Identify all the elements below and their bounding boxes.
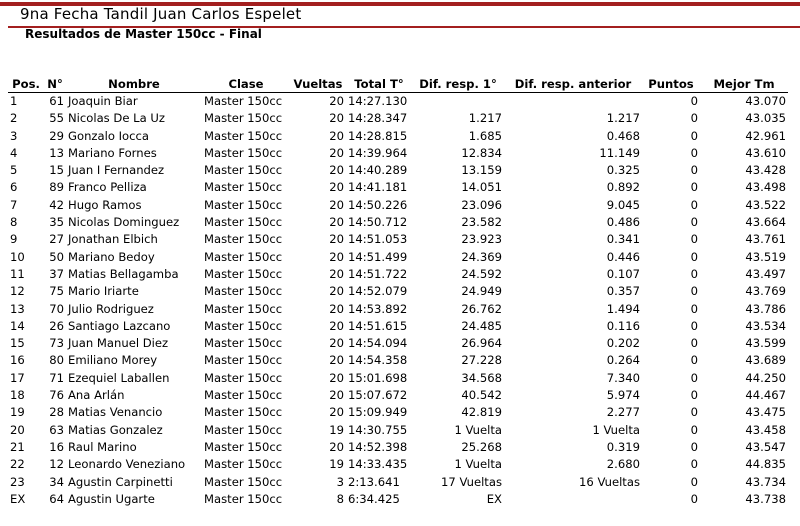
- cell-number: 13: [49, 145, 64, 160]
- cell-best-lap: 43.610: [745, 145, 786, 160]
- cell-laps: 20: [329, 94, 344, 108]
- cell-points: 0: [690, 111, 698, 126]
- cell-best-lap: 43.547: [745, 439, 786, 454]
- cell-pos: 15: [10, 336, 25, 351]
- cell-name: Nicolas Dominguez: [68, 215, 180, 230]
- cell-number: 61: [49, 94, 64, 108]
- cell-pos: 4: [10, 145, 18, 160]
- cell-points: 0: [690, 284, 698, 299]
- cell-number: 76: [49, 388, 64, 403]
- cell-class: Master 150cc: [204, 128, 283, 143]
- cell-gap-previous: 1 Vuelta: [592, 422, 640, 437]
- cell-points: 0: [690, 422, 698, 437]
- cell-class: Master 150cc: [204, 215, 283, 230]
- cell-gap-first: 26.964: [461, 336, 502, 351]
- cell-total-time: 15:09.949: [348, 405, 408, 420]
- cell-name: Agustin Carpinetti: [68, 474, 173, 489]
- cell-class: Master 150cc: [204, 266, 283, 281]
- cell-gap-first: 1 Vuelta: [454, 457, 502, 472]
- column-header-points: Puntos: [648, 77, 694, 91]
- cell-total-time: 15:01.698: [348, 370, 408, 385]
- cell-name: Mariano Fornes: [68, 145, 157, 160]
- cell-best-lap: 43.519: [745, 249, 786, 264]
- cell-class: Master 150cc: [204, 474, 283, 489]
- table-row: [8, 128, 788, 145]
- cell-points: 0: [690, 266, 698, 281]
- cell-number: 80: [49, 353, 64, 368]
- cell-points: 0: [690, 318, 698, 333]
- cell-gap-first: 14.051: [461, 180, 502, 195]
- cell-pos: 22: [10, 457, 25, 472]
- cell-gap-previous: 0.325: [606, 163, 640, 178]
- cell-laps: 20: [329, 318, 344, 333]
- cell-gap-first: 1.217: [468, 111, 502, 126]
- cell-class: Master 150cc: [204, 94, 283, 108]
- table-row: [8, 110, 788, 127]
- cell-laps: 19: [329, 422, 344, 437]
- cell-gap-previous: 7.340: [606, 370, 640, 385]
- cell-name: Hugo Ramos: [68, 197, 142, 212]
- cell-name: Mariano Bedoy: [68, 249, 155, 264]
- cell-pos: 17: [10, 370, 25, 385]
- cell-best-lap: 42.961: [745, 128, 786, 143]
- cell-total-time: 6:34.425: [348, 491, 400, 506]
- cell-gap-previous: 11.149: [599, 145, 640, 160]
- cell-gap-previous: 0.486: [606, 215, 640, 230]
- table-row: [8, 474, 788, 491]
- table-row: [8, 301, 788, 318]
- cell-number: 37: [49, 266, 64, 281]
- cell-name: Leonardo Veneziano: [68, 457, 186, 472]
- table-row: [8, 162, 788, 179]
- cell-class: Master 150cc: [204, 163, 283, 178]
- cell-name: Joaquin Biar: [68, 94, 138, 108]
- cell-best-lap: 43.534: [745, 318, 786, 333]
- cell-best-lap: 44.467: [745, 388, 786, 403]
- cell-gap-previous: 9.045: [606, 197, 640, 212]
- cell-laps: 20: [329, 370, 344, 385]
- cell-class: Master 150cc: [204, 284, 283, 299]
- cell-class: Master 150cc: [204, 111, 283, 126]
- table-row: [8, 387, 788, 404]
- cell-pos: 2: [10, 111, 18, 126]
- cell-points: 0: [690, 301, 698, 316]
- cell-gap-previous: 1.494: [606, 301, 640, 316]
- cell-laps: 20: [329, 388, 344, 403]
- cell-laps: 20: [329, 284, 344, 299]
- cell-number: 12: [49, 457, 64, 472]
- cell-total-time: 14:51.053: [348, 232, 408, 247]
- cell-total-time: 15:07.672: [348, 388, 408, 403]
- cell-pos: 3: [10, 128, 18, 143]
- cell-class: Master 150cc: [204, 422, 283, 437]
- cell-laps: 20: [329, 145, 344, 160]
- cell-gap-previous: 0.468: [606, 128, 640, 143]
- cell-name: Ezequiel Laballen: [68, 370, 170, 385]
- cell-number: 35: [49, 215, 64, 230]
- cell-total-time: 14:40.289: [348, 163, 408, 178]
- cell-gap-previous: [504, 491, 642, 508]
- cell-points: 0: [690, 353, 698, 368]
- cell-number: 29: [49, 128, 64, 143]
- table-row: [8, 352, 788, 369]
- cell-best-lap: 43.497: [745, 266, 786, 281]
- table-row: [8, 283, 788, 300]
- cell-gap-first: 13.159: [461, 163, 502, 178]
- cell-best-lap: 43.475: [745, 405, 786, 420]
- cell-number: 15: [49, 163, 64, 178]
- cell-total-time: 14:28.815: [348, 128, 408, 143]
- cell-laps: 3: [336, 474, 344, 489]
- cell-best-lap: 43.599: [745, 336, 786, 351]
- cell-points: 0: [690, 457, 698, 472]
- cell-gap-first: 27.228: [461, 353, 502, 368]
- cell-gap-first: 26.762: [461, 301, 502, 316]
- table-row: [8, 318, 788, 335]
- cell-points: 0: [690, 370, 698, 385]
- cell-points: 0: [690, 336, 698, 351]
- column-header-gap-first: Dif. resp. 1°: [419, 77, 497, 91]
- cell-class: Master 150cc: [204, 336, 283, 351]
- cell-name: Matias Venancio: [68, 405, 163, 420]
- cell-number: 89: [49, 180, 64, 195]
- cell-total-time: 14:50.712: [348, 215, 408, 230]
- cell-laps: 20: [329, 232, 344, 247]
- cell-number: 71: [49, 370, 64, 385]
- cell-gap-first: 42.819: [461, 405, 502, 420]
- cell-number: 28: [49, 405, 64, 420]
- cell-number: 26: [49, 318, 64, 333]
- cell-class: Master 150cc: [204, 491, 283, 506]
- cell-name: Matias Bellagamba: [68, 266, 179, 281]
- cell-name: Gonzalo Iocca: [68, 128, 149, 143]
- cell-gap-previous: 0.357: [606, 284, 640, 299]
- cell-laps: 20: [329, 197, 344, 212]
- cell-pos: 14: [10, 318, 25, 333]
- results-subtitle: Resultados de Master 150cc - Final: [25, 27, 262, 41]
- cell-name: Santiago Lazcano: [68, 318, 171, 333]
- cell-total-time: 14:54.358: [348, 353, 408, 368]
- cell-class: Master 150cc: [204, 388, 283, 403]
- cell-total-time: 14:27.130: [348, 94, 408, 108]
- cell-best-lap: 43.035: [745, 111, 786, 126]
- cell-name: Juan Manuel Diez: [68, 336, 169, 351]
- column-header-best-lap: Mejor Tm: [713, 77, 775, 91]
- table-row: [8, 145, 788, 162]
- cell-number: 27: [49, 232, 64, 247]
- cell-best-lap: 43.522: [745, 197, 786, 212]
- table-row: [8, 231, 788, 248]
- cell-best-lap: 44.835: [745, 457, 786, 472]
- cell-total-time: 14:52.398: [348, 439, 408, 454]
- cell-total-time: 14:51.722: [348, 266, 408, 281]
- cell-points: 0: [690, 163, 698, 178]
- cell-pos: 21: [10, 439, 25, 454]
- table-row: [8, 93, 788, 111]
- cell-best-lap: 43.428: [745, 163, 786, 178]
- cell-gap-first: 34.568: [461, 370, 502, 385]
- column-header-number: N°: [47, 77, 63, 91]
- cell-class: Master 150cc: [204, 232, 283, 247]
- cell-name: Matias Gonzalez: [68, 422, 163, 437]
- cell-number: 34: [49, 474, 64, 489]
- cell-number: 64: [49, 491, 64, 506]
- table-body: [8, 93, 788, 509]
- cell-gap-previous: 16 Vueltas: [579, 474, 640, 489]
- cell-points: 0: [690, 388, 698, 403]
- column-header-class: Clase: [228, 77, 264, 91]
- cell-pos: 18: [10, 388, 25, 403]
- cell-points: 0: [690, 128, 698, 143]
- cell-laps: 20: [329, 353, 344, 368]
- cell-pos: 9: [10, 232, 18, 247]
- cell-points: 0: [690, 145, 698, 160]
- cell-name: Jonathan Elbich: [68, 232, 158, 247]
- cell-best-lap: 44.250: [745, 370, 786, 385]
- cell-pos: 10: [10, 249, 25, 264]
- cell-gap-previous: 0.319: [606, 439, 640, 454]
- cell-pos: 11: [10, 266, 25, 281]
- cell-total-time: 14:28.347: [348, 111, 408, 126]
- cell-laps: 20: [329, 439, 344, 454]
- table-row: [8, 422, 788, 439]
- cell-gap-previous: 1.217: [606, 111, 640, 126]
- cell-gap-previous: 0.446: [606, 249, 640, 264]
- cell-pos: 16: [10, 353, 25, 368]
- cell-laps: 19: [329, 457, 344, 472]
- cell-gap-first: 40.542: [461, 388, 502, 403]
- cell-name: Nicolas De La Uz: [68, 111, 165, 126]
- cell-class: Master 150cc: [204, 249, 283, 264]
- cell-total-time: 14:53.892: [348, 301, 408, 316]
- table-row: [8, 179, 788, 196]
- cell-name: Juan I Fernandez: [68, 163, 165, 178]
- cell-gap-first: 24.949: [461, 284, 502, 299]
- cell-best-lap: 43.458: [745, 422, 786, 437]
- cell-gap-previous: 0.264: [606, 353, 640, 368]
- cell-best-lap: 43.786: [745, 301, 786, 316]
- cell-total-time: 14:41.181: [348, 180, 408, 195]
- table-row: [8, 197, 788, 214]
- cell-pos: 23: [10, 474, 25, 489]
- cell-number: 75: [49, 284, 64, 299]
- cell-points: 0: [690, 439, 698, 454]
- cell-best-lap: 43.769: [745, 284, 786, 299]
- cell-pos: 1: [10, 94, 18, 108]
- cell-gap-first: [412, 93, 504, 111]
- cell-total-time: 14:39.964: [348, 145, 408, 160]
- cell-number: 50: [49, 249, 64, 264]
- cell-gap-previous: 0.341: [606, 232, 640, 247]
- cell-pos: 12: [10, 284, 25, 299]
- cell-pos: EX: [10, 491, 26, 506]
- cell-class: Master 150cc: [204, 457, 283, 472]
- cell-laps: 20: [329, 249, 344, 264]
- column-header-laps: Vueltas: [293, 77, 343, 91]
- cell-gap-previous: 5.974: [606, 388, 640, 403]
- cell-best-lap: 43.738: [745, 491, 786, 506]
- cell-class: Master 150cc: [204, 301, 283, 316]
- cell-points: 0: [690, 232, 698, 247]
- cell-points: 0: [690, 215, 698, 230]
- cell-class: Master 150cc: [204, 405, 283, 420]
- cell-pos: 7: [10, 197, 18, 212]
- cell-gap-previous: 0.116: [606, 318, 640, 333]
- table-row: [8, 456, 788, 473]
- table-row: [8, 249, 788, 266]
- cell-total-time: 14:51.615: [348, 318, 408, 333]
- cell-best-lap: 43.734: [745, 474, 786, 489]
- cell-class: Master 150cc: [204, 145, 283, 160]
- cell-gap-first: 1 Vuelta: [454, 422, 502, 437]
- cell-points: 0: [690, 249, 698, 264]
- table-row: [8, 335, 788, 352]
- table-header-row: [8, 76, 788, 93]
- cell-number: 70: [49, 301, 64, 316]
- results-table: [8, 76, 788, 508]
- cell-pos: 13: [10, 301, 25, 316]
- table-row: [8, 370, 788, 387]
- cell-total-time: 14:54.094: [348, 336, 408, 351]
- cell-gap-previous: [504, 93, 642, 111]
- cell-laps: 20: [329, 266, 344, 281]
- cell-gap-first: 24.369: [461, 249, 502, 264]
- cell-name: Emiliano Morey: [68, 353, 158, 368]
- cell-class: Master 150cc: [204, 439, 283, 454]
- table-row: [8, 404, 788, 421]
- cell-pos: 20: [10, 422, 25, 437]
- cell-points: 0: [690, 405, 698, 420]
- cell-gap-previous: 2.277: [606, 405, 640, 420]
- cell-laps: 20: [329, 301, 344, 316]
- cell-class: Master 150cc: [204, 318, 283, 333]
- cell-points: 0: [690, 491, 698, 506]
- cell-best-lap: 43.498: [745, 180, 786, 195]
- column-header-name: Nombre: [108, 77, 160, 91]
- cell-class: Master 150cc: [204, 197, 283, 212]
- cell-number: 42: [49, 197, 64, 212]
- cell-laps: 20: [329, 336, 344, 351]
- cell-best-lap: 43.689: [745, 353, 786, 368]
- cell-gap-first: 12.834: [461, 145, 502, 160]
- cell-gap-previous: 0.202: [606, 336, 640, 351]
- cell-gap-first: 23.923: [461, 232, 502, 247]
- cell-best-lap: 43.664: [745, 215, 786, 230]
- cell-name: Raul Marino: [68, 439, 137, 454]
- cell-pos: 5: [10, 163, 18, 178]
- cell-number: 16: [49, 439, 64, 454]
- cell-number: 73: [49, 336, 64, 351]
- cell-name: Agustin Ugarte: [68, 491, 155, 506]
- cell-name: Franco Pelliza: [68, 180, 147, 195]
- cell-number: 63: [49, 422, 64, 437]
- cell-points: 0: [690, 474, 698, 489]
- cell-gap-first: 23.096: [461, 197, 502, 212]
- cell-best-lap: 43.761: [745, 232, 786, 247]
- cell-gap-first: 24.592: [461, 266, 502, 281]
- cell-total-time: 14:30.755: [348, 422, 408, 437]
- cell-laps: 20: [329, 111, 344, 126]
- cell-total-time: 14:33.435: [348, 457, 408, 472]
- cell-laps: 20: [329, 405, 344, 420]
- cell-laps: 20: [329, 163, 344, 178]
- cell-class: Master 150cc: [204, 180, 283, 195]
- cell-name: Mario Iriarte: [68, 284, 139, 299]
- cell-number: 55: [49, 111, 64, 126]
- cell-total-time: 14:51.499: [348, 249, 408, 264]
- cell-pos: 19: [10, 405, 25, 420]
- table-row: [8, 266, 788, 283]
- column-header-total-time: Total T°: [354, 77, 404, 91]
- cell-gap-first: 1.685: [468, 128, 502, 143]
- cell-gap-first: EX: [486, 491, 502, 506]
- cell-gap-previous: 0.892: [606, 180, 640, 195]
- cell-laps: 8: [336, 491, 344, 506]
- cell-points: 0: [690, 197, 698, 212]
- cell-points: 0: [690, 94, 698, 108]
- column-header-pos: Pos.: [12, 77, 40, 91]
- cell-gap-previous: 0.107: [606, 266, 640, 281]
- cell-pos: 6: [10, 180, 18, 195]
- cell-gap-first: 25.268: [461, 439, 502, 454]
- cell-gap-first: 17 Vueltas: [441, 474, 502, 489]
- cell-class: Master 150cc: [204, 370, 283, 385]
- cell-name: Ana Arlán: [68, 388, 125, 403]
- cell-class: Master 150cc: [204, 353, 283, 368]
- cell-laps: 20: [329, 180, 344, 195]
- cell-pos: 8: [10, 215, 18, 230]
- table-row: [8, 214, 788, 231]
- cell-total-time: 14:52.079: [348, 284, 408, 299]
- cell-gap-first: 23.582: [461, 215, 502, 230]
- cell-total-time: 14:50.226: [348, 197, 408, 212]
- table-row: [8, 491, 788, 508]
- column-header-gap-previous: Dif. resp. anterior: [514, 77, 632, 91]
- cell-name: Julio Rodriguez: [68, 301, 154, 316]
- cell-total-time: 2:13.641: [348, 474, 400, 489]
- cell-points: 0: [690, 180, 698, 195]
- cell-laps: 20: [329, 215, 344, 230]
- cell-gap-previous: 2.680: [606, 457, 640, 472]
- event-title: 9na Fecha Tandil Juan Carlos Espelet: [20, 5, 302, 23]
- cell-gap-first: 24.485: [461, 318, 502, 333]
- table-row: [8, 439, 788, 456]
- cell-laps: 20: [329, 128, 344, 143]
- cell-best-lap: 43.070: [745, 94, 786, 108]
